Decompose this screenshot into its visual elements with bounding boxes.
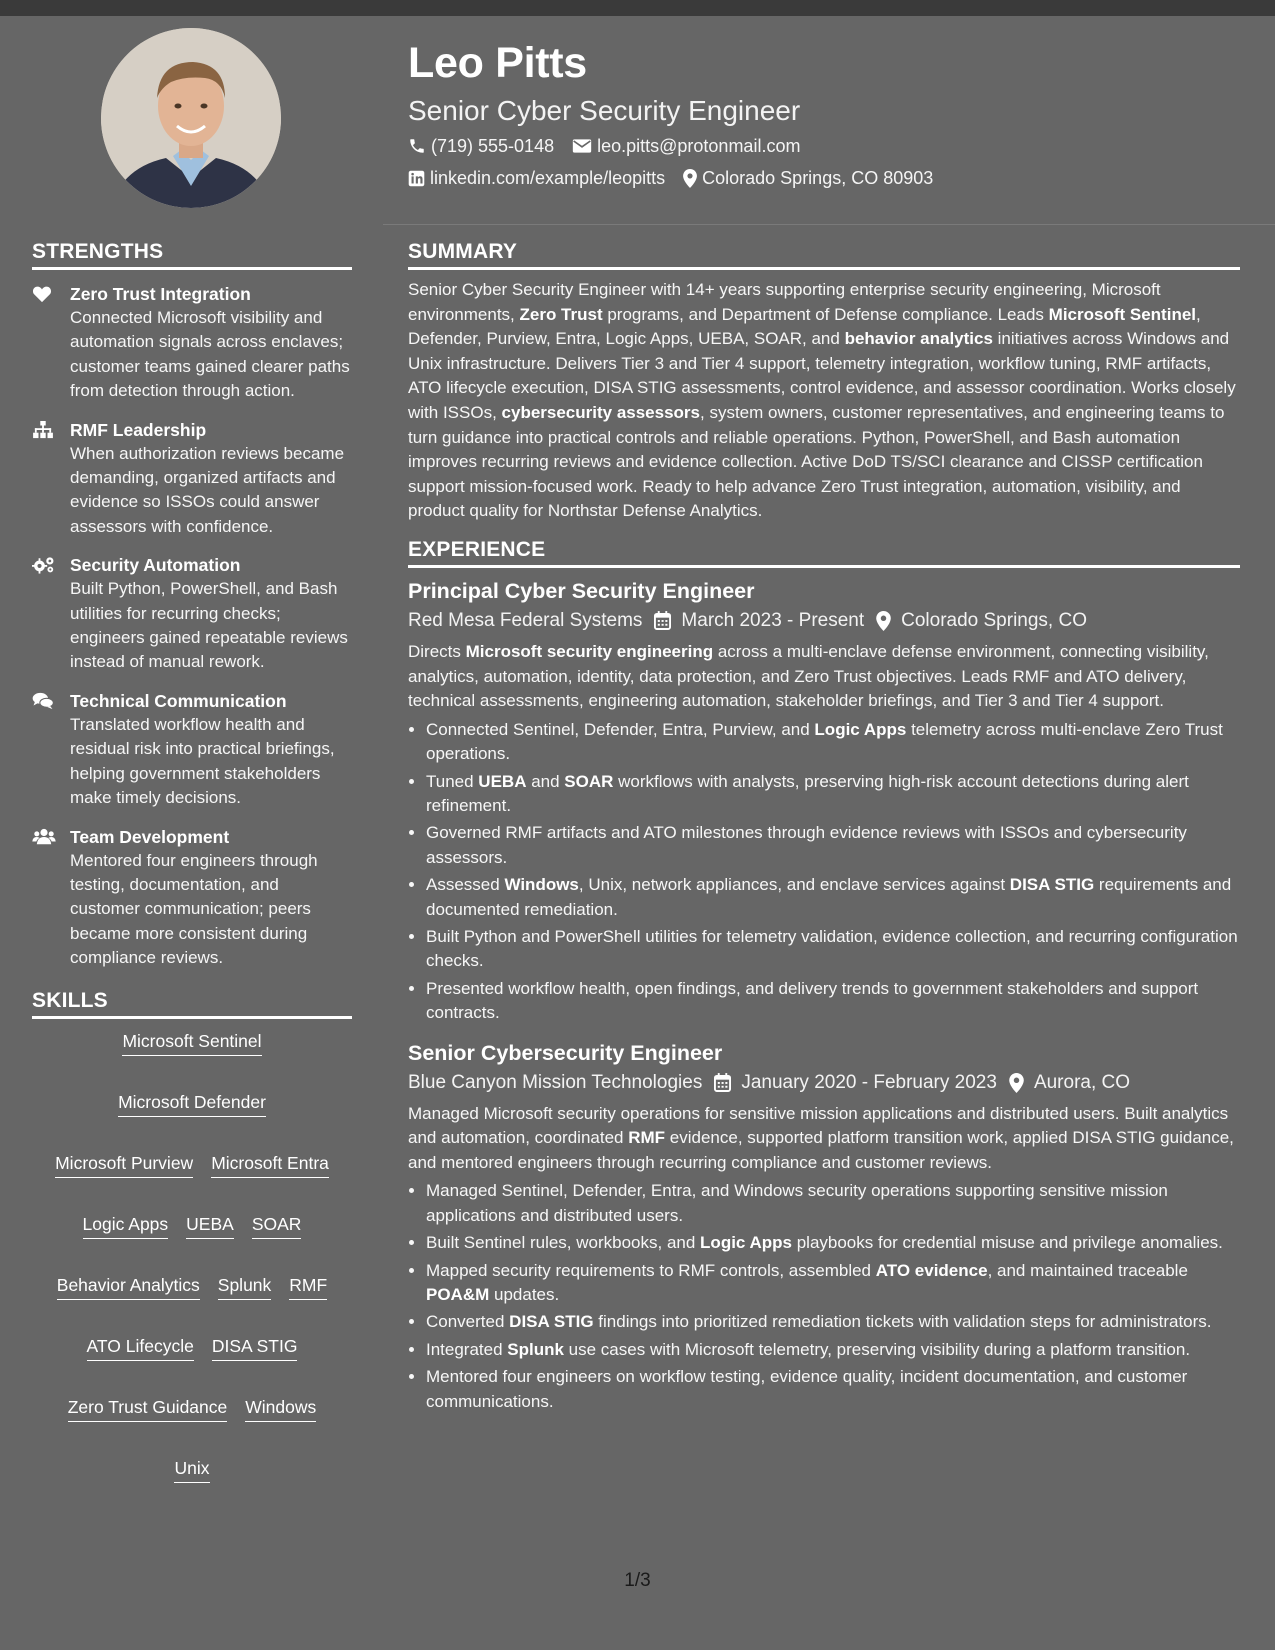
page-number: 1/3 (624, 1570, 651, 1591)
contact-linkedin (408, 166, 665, 190)
contact-row-2 (408, 166, 933, 190)
avatar (101, 28, 281, 208)
emphasis-text: Microsoft Sentinel (1048, 304, 1197, 324)
email-link[interactable]: leo.pitts@protonmail.com (597, 136, 801, 156)
phone-icon (408, 137, 426, 155)
contact-phone (408, 134, 554, 158)
strength-item (32, 282, 352, 404)
linkedin-icon (408, 170, 425, 187)
candidate-name: Leo Pitts (408, 39, 587, 87)
skill-tag: Microsoft Defender (118, 1090, 266, 1117)
emphasis-text: UEBA (478, 771, 527, 791)
skill-tag: Zero Trust Guidance (68, 1395, 228, 1422)
list-item: • Managed Sentinel, Defender, Entra, and Windows security operations supporting sensitive mission applications and distributed users. (426, 1179, 1240, 1228)
strengths-list (32, 282, 352, 971)
list-item: • Mentored four engineers on workflow testing, evidence quality, incident documentation, and customer communications. (426, 1365, 1240, 1414)
job-description: Directs Microsoft security engineering across a multi-enclave defense environment, connecting visibility, analytics, automation, identity, data protection, and Zero Trust objectives. Leads RMF and ATO delivery, technical assessments, engineering automation, stakeholder briefings, and Tier 3 and Tier 4 support. (408, 641, 1209, 711)
main-content (408, 240, 1240, 1417)
contact-email (572, 134, 800, 158)
skill-tag: Splunk (218, 1273, 272, 1300)
job-dates (654, 606, 864, 636)
strength-title: Zero Trust Integration (70, 284, 251, 304)
skill-tag: Logic Apps (83, 1212, 169, 1239)
strength-item (32, 553, 352, 675)
list-item: • Connected Sentinel, Defender, Entra, Purview, and Logic Apps telemetry across multi-enclave Zero Trust operations. (426, 718, 1240, 767)
job-location-text: Colorado Springs, CO (901, 609, 1087, 631)
gears-icon (32, 556, 56, 574)
skill-tag: Microsoft Sentinel (122, 1029, 261, 1056)
skill-tag: Microsoft Entra (211, 1151, 329, 1178)
emphasis-text: Logic Apps (814, 719, 907, 739)
emphasis-text: Splunk (507, 1339, 564, 1359)
list-item: • Integrated Splunk use cases with Microsoft telemetry, preserving visibility during a platform transition. (426, 1338, 1240, 1362)
skill-tag: SOAR (252, 1212, 302, 1239)
list-item: • Assessed Windows, Unix, network appliances, and enclave services against DISA STIG requirements and documented remediation. (426, 873, 1240, 922)
strength-desc: Translated workflow health and residual risk into practical briefings, helping government stakeholders make timely decisions. (70, 714, 335, 808)
emphasis-text: Windows (504, 875, 579, 895)
contact-row (408, 134, 800, 158)
strength-title: RMF Leadership (70, 419, 207, 440)
skill-tag: Windows (245, 1395, 316, 1422)
candidate-title: Senior Cyber Security Engineer (408, 95, 801, 126)
job-title: Senior Cybersecurity Engineer (408, 1040, 723, 1065)
emphasis-text: behavior analytics (844, 329, 993, 349)
emphasis-text: cybersecurity assessors (501, 402, 701, 422)
skill-tag: RMF (289, 1273, 327, 1300)
list-item: • Governed RMF artifacts and ATO milestones through evidence reviews with ISSOs and cybersecurity assessors. (426, 821, 1240, 870)
emphasis-text: Microsoft security engineering (465, 641, 714, 661)
emphasis-text: Logic Apps (700, 1233, 792, 1253)
job-location (1009, 1068, 1130, 1098)
phone-text[interactable]: (719) 555-0148 (431, 136, 555, 156)
envelope-icon (572, 138, 592, 154)
job-dates-text: January 2020 - February 2023 (741, 1071, 997, 1093)
skills-list (32, 1029, 352, 1483)
comments-icon (32, 692, 54, 710)
job-dates (714, 1068, 997, 1098)
list-item: • Built Sentinel rules, workbooks, and Logic Apps playbooks for credential misuse and privilege anomalies. (426, 1231, 1240, 1255)
job-entry (408, 576, 1240, 1026)
strength-desc: Connected Microsoft visibility and automation signals across enclaves; customer teams gained clearer paths from detection through action. (70, 308, 350, 401)
strength-item (32, 825, 352, 971)
map-pin-icon (1009, 1073, 1024, 1093)
job-bullets (408, 1179, 1240, 1414)
job-description: Managed Microsoft security operations for sensitive mission applications and distributed users. Built analytics and automation, coordinated RMF evidence, supported platform transition work, applied DISA STIG guidance, and mentored engineers through recurring compliance and customer reviews. (408, 1103, 1234, 1172)
skills-heading: SKILLS (32, 989, 352, 1019)
emphasis-text: DISA STIG (1009, 875, 1095, 895)
strength-title: Technical Communication (70, 690, 287, 711)
sidebar (32, 240, 352, 1483)
skill-tag: DISA STIG (212, 1334, 298, 1361)
emphasis-text: POA&M (426, 1285, 490, 1304)
top-bar (0, 0, 1275, 16)
summary-heading: SUMMARY (408, 240, 1240, 270)
job-location-text: Aurora, CO (1033, 1071, 1131, 1093)
map-pin-icon (876, 611, 891, 631)
list-item: • Tuned UEBA and SOAR workflows with analysts, preserving high-risk account detections during alert refinement. (426, 770, 1240, 819)
strengths-heading: STRENGTHS (32, 240, 352, 270)
skill-tag: ATO Lifecycle (87, 1334, 194, 1361)
skill-tag: UEBA (186, 1212, 234, 1239)
emphasis-text: RMF (628, 1128, 666, 1148)
job-title: Principal Cyber Security Engineer (408, 578, 755, 603)
strength-item (32, 689, 352, 811)
calendar-icon (654, 611, 671, 630)
emphasis-text: Zero Trust (519, 304, 603, 324)
heart-icon (32, 285, 52, 303)
summary-text: Senior Cyber Security Engineer with 14+ years supporting enterprise security engineering, Microsoft environments, Zero Trust programs, and Department of Defense compliance. Leads Microsoft Sentinel, Defender, Purview, Entra, Logic Apps, UEBA, SOAR, and behavior analytics initiatives across Windows and Unix infrastructure. Delivers Tier 3 and Tier 4 support, telemetry integration, workflow tuning, RMF artifacts, ATO lifecycle execution, DISA STIG assessments, control evidence, and assessor coordination. Works closely with ISSOs, cybersecurity assessors, system owners, customer representatives, and engineering teams to turn guidance into practical controls and reliable operations. Python, PowerShell, and Bash automation improves recurring reviews and evidence collection. Active DoD TS/SCI clearance and CISSP certification support mission-focused work. Ready to help advance Zero Trust integration, automation, visibility, and product quality for Northstar Defense Analytics. (408, 280, 1236, 521)
job-company: Red Mesa Federal Systems (408, 609, 643, 631)
job-entry (408, 1038, 1240, 1414)
users-icon (32, 828, 56, 846)
skill-tag: Unix (174, 1456, 209, 1483)
job-bullets (408, 718, 1240, 1026)
job-company: Blue Canyon Mission Technologies (408, 1071, 703, 1093)
map-pin-icon (683, 169, 697, 188)
emphasis-text: ATO evidence (875, 1260, 988, 1280)
strength-item (32, 418, 352, 540)
strength-desc: Mentored four engineers through testing, documentation, and customer communication; peers became more consistent during compliance reviews. (70, 850, 318, 968)
list-item: • Converted DISA STIG findings into prioritized remediation tickets with validation steps for administrators. (426, 1310, 1240, 1334)
emphasis-text: SOAR (564, 771, 614, 791)
linkedin-link[interactable]: linkedin.com/example/leopitts (430, 168, 666, 188)
contact-location (683, 166, 933, 190)
strength-desc: Built Python, PowerShell, and Bash utilities for recurring checks; engineers gained repeatable reviews instead of manual rework. (70, 579, 348, 672)
header-divider (383, 224, 1275, 225)
job-dates-text: March 2023 - Present (681, 609, 865, 631)
job-meta (408, 606, 1240, 636)
strength-title: Security Automation (70, 555, 241, 576)
experience-list (408, 576, 1240, 1414)
job-meta (408, 1068, 1240, 1098)
list-item: • Presented workflow health, open findings, and delivery trends to government stakeholders and support contracts. (426, 977, 1240, 1026)
strength-desc: When authorization reviews became demanding, organized artifacts and evidence so ISSOs could answer assessors with confidence. (70, 443, 345, 536)
location-text: Colorado Springs, CO 80903 (702, 168, 934, 188)
skill-tag: Behavior Analytics (57, 1273, 200, 1300)
list-item: • Built Python and PowerShell utilities for telemetry validation, evidence collection, and recurring configuration checks. (426, 925, 1240, 974)
calendar-icon (714, 1073, 731, 1092)
sitemap-icon (32, 421, 54, 439)
experience-heading: EXPERIENCE (408, 538, 1240, 568)
skill-tag: Microsoft Purview (55, 1151, 193, 1178)
list-item: • Mapped security requirements to RMF controls, assembled ATO evidence, and maintained traceable POA&M updates. (426, 1259, 1240, 1308)
job-location (876, 606, 1087, 636)
strength-title: Team Development (70, 826, 230, 847)
emphasis-text: DISA STIG (509, 1312, 594, 1332)
